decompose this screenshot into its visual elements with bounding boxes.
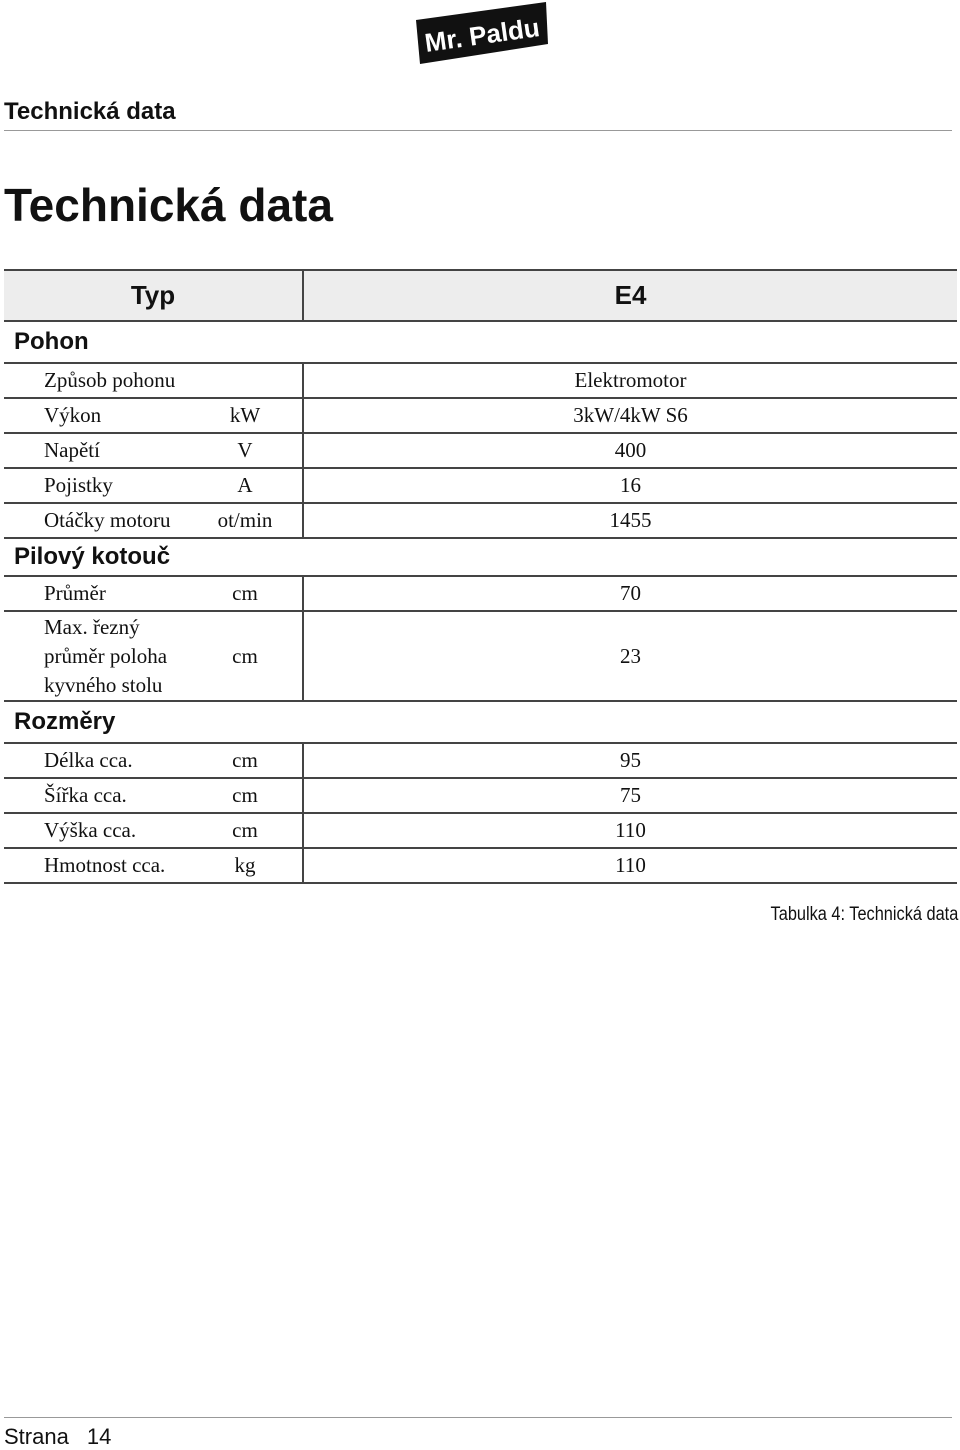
header-model: E4	[303, 270, 957, 321]
row-value: 95	[303, 743, 957, 778]
mr-paldu-logo	[412, 0, 550, 66]
row-value: 1455	[303, 503, 957, 538]
row-unit: V	[188, 433, 303, 468]
table-row	[4, 611, 957, 701]
row-unit: kg	[188, 848, 303, 883]
section-row	[4, 321, 957, 363]
header-divider	[4, 130, 952, 131]
row-unit: cm	[188, 778, 303, 813]
row-unit: cm	[188, 743, 303, 778]
section-title-pilovy-kotouc: Pilový kotouč	[4, 538, 957, 576]
row-label: Otáčky motoru	[4, 503, 188, 538]
row-value: 23	[303, 611, 957, 701]
row-value: 70	[303, 576, 957, 611]
row-label: Délka cca.	[4, 743, 188, 778]
row-label: Pojistky	[4, 468, 188, 503]
row-value: 3kW/4kW S6	[303, 398, 957, 433]
row-unit: cm	[188, 576, 303, 611]
logo-text: Mr. Paldu	[422, 12, 542, 58]
row-value: 16	[303, 468, 957, 503]
page-title: Technická data	[4, 179, 333, 231]
row-value: 110	[303, 813, 957, 848]
table-row	[4, 848, 957, 883]
footer-divider	[4, 1417, 952, 1418]
row-value: Elektromotor	[303, 363, 957, 398]
row-label: Hmotnost cca.	[4, 848, 188, 883]
section-row	[4, 538, 957, 576]
row-unit: kW	[188, 398, 303, 433]
row-value: 75	[303, 778, 957, 813]
table-caption: Tabulka 4: Technická data	[770, 904, 958, 925]
table-row	[4, 576, 957, 611]
row-label: Výška cca.	[4, 813, 188, 848]
table-row	[4, 398, 957, 433]
row-label: Šířka cca.	[4, 778, 188, 813]
section-title-pohon: Pohon	[4, 321, 957, 363]
page-footer	[4, 1424, 111, 1450]
row-label: Výkon	[4, 398, 188, 433]
table-row	[4, 503, 957, 538]
footer-page-label: Strana	[4, 1424, 69, 1449]
table-row	[4, 743, 957, 778]
row-unit: cm	[188, 611, 303, 701]
table-row	[4, 468, 957, 503]
row-value: 400	[303, 433, 957, 468]
row-unit: ot/min	[188, 503, 303, 538]
table-row	[4, 433, 957, 468]
row-label: Způsob pohonu	[4, 363, 303, 398]
row-unit: cm	[188, 813, 303, 848]
row-label: Max. řezný průměr poloha kyvného stolu	[4, 611, 188, 701]
table-row	[4, 363, 957, 398]
header-typ: Typ	[4, 270, 303, 321]
row-unit: A	[188, 468, 303, 503]
section-title-rozmery: Rozměry	[4, 701, 957, 743]
table-row	[4, 778, 957, 813]
footer-page-number: 14	[86, 1424, 112, 1449]
section-row	[4, 701, 957, 743]
row-label: Napětí	[4, 433, 188, 468]
row-value: 110	[303, 848, 957, 883]
running-header: Technická data	[4, 98, 176, 125]
row-label: Průměr	[4, 576, 188, 611]
table-header-row	[4, 270, 957, 321]
technical-data-table	[4, 269, 957, 884]
table-row	[4, 813, 957, 848]
